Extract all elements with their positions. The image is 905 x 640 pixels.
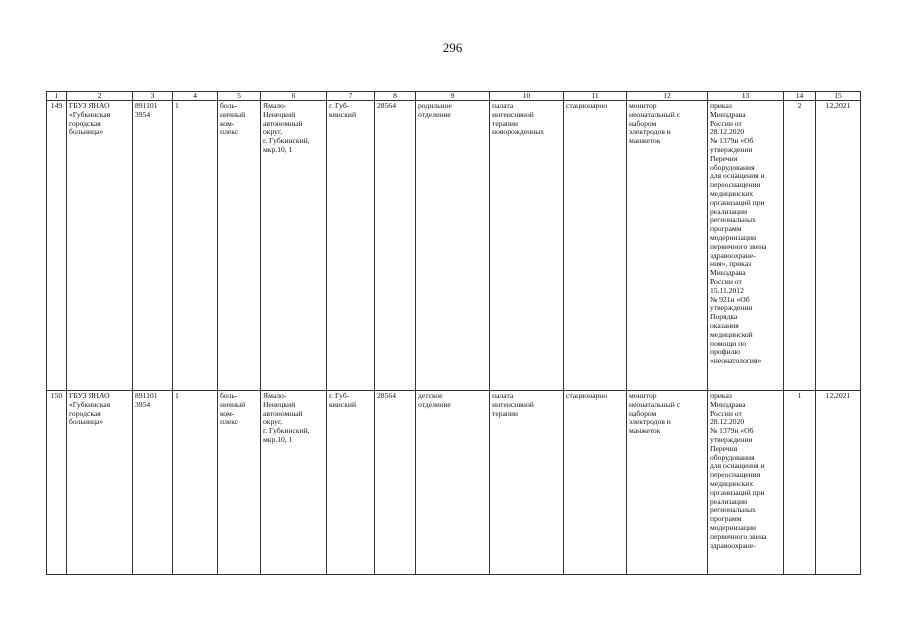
column-header: 3 <box>133 92 173 101</box>
address: Ямало- Ненецкий автономный округ, г. Губкинский, мкр.10, 1 <box>261 101 327 391</box>
column-header: 8 <box>375 92 416 101</box>
room: палата интенсивной терапии новорожденных <box>490 101 564 391</box>
department: родильное отделение <box>416 101 490 391</box>
column-header: 15 <box>816 92 861 101</box>
cell-col-8: 28564 <box>375 391 416 575</box>
column-header: 6 <box>261 92 327 101</box>
inn-code: 891101 3954 <box>133 101 173 391</box>
organization-name: ГБУЗ ЯНАО «Губкинская городская больница» <box>67 391 133 575</box>
address: Ямало- Ненецкий автономный округ, г. Губкинский, мкр.10, 1 <box>261 391 327 575</box>
row-number: 150 <box>47 391 67 575</box>
legal-basis: приказ Минздрава России от 28.12.2020 № 1379н «Об утверждении Перечня оборудования для оснащения и переоснащения медицинских организаций при реализации региональных программ модернизации первичного звена здравоохране- <box>708 391 784 575</box>
cell-col-4: 1 <box>173 101 218 391</box>
department: детское отделение <box>416 391 490 575</box>
column-header: 14 <box>784 92 816 101</box>
city: г. Губ- кинский <box>327 391 375 575</box>
column-header: 13 <box>708 92 784 101</box>
date: 12,2021 <box>816 391 861 575</box>
column-header: 4 <box>173 92 218 101</box>
room: палата интенсивной терапии <box>490 391 564 575</box>
quantity: 1 <box>784 391 816 575</box>
column-header: 11 <box>564 92 627 101</box>
inn-code: 891101 3954 <box>133 391 173 575</box>
building-type: боль- ничный ком- плекс <box>218 101 261 391</box>
organization-name: ГБУЗ ЯНАО «Губкинская городская больница» <box>67 101 133 391</box>
equipment-table <box>46 91 861 575</box>
column-header: 7 <box>327 92 375 101</box>
column-header: 2 <box>67 92 133 101</box>
column-number-row <box>47 92 861 101</box>
row-number: 149 <box>47 101 67 391</box>
building-type: боль- ничный ком- плекс <box>218 391 261 575</box>
legal-basis: приказ Минздрава России от 28.12.2020 № 1379н «Об утверждении Перечня оборудования для оснащения и переоснащения медицинских организаций при реализации региональных программ модернизации первичного звена здравоохране- ния», приказ Минздрава России от 15.11.2012 № 921н «Об утверждении Порядка оказания медицинской помощи по профилю «неонатология» <box>708 101 784 391</box>
column-header: 12 <box>627 92 708 101</box>
cell-col-8: 28564 <box>375 101 416 391</box>
table-row <box>47 101 861 391</box>
city: г. Губ- кинский <box>327 101 375 391</box>
cell-col-4: 1 <box>173 391 218 575</box>
page-number: 296 <box>442 40 463 55</box>
care-type: стационарно <box>564 391 627 575</box>
column-header: 1 <box>47 92 67 101</box>
column-header: 5 <box>218 92 261 101</box>
column-header: 10 <box>490 92 564 101</box>
table-row <box>47 391 861 575</box>
equipment-name: монитор неонатальный с набором электродов и манжеток <box>627 101 708 391</box>
date: 12,2021 <box>816 101 861 391</box>
equipment-name: монитор неонатальный с набором электродов и манжеток <box>627 391 708 575</box>
care-type: стационарно <box>564 101 627 391</box>
column-header: 9 <box>416 92 490 101</box>
quantity: 2 <box>784 101 816 391</box>
